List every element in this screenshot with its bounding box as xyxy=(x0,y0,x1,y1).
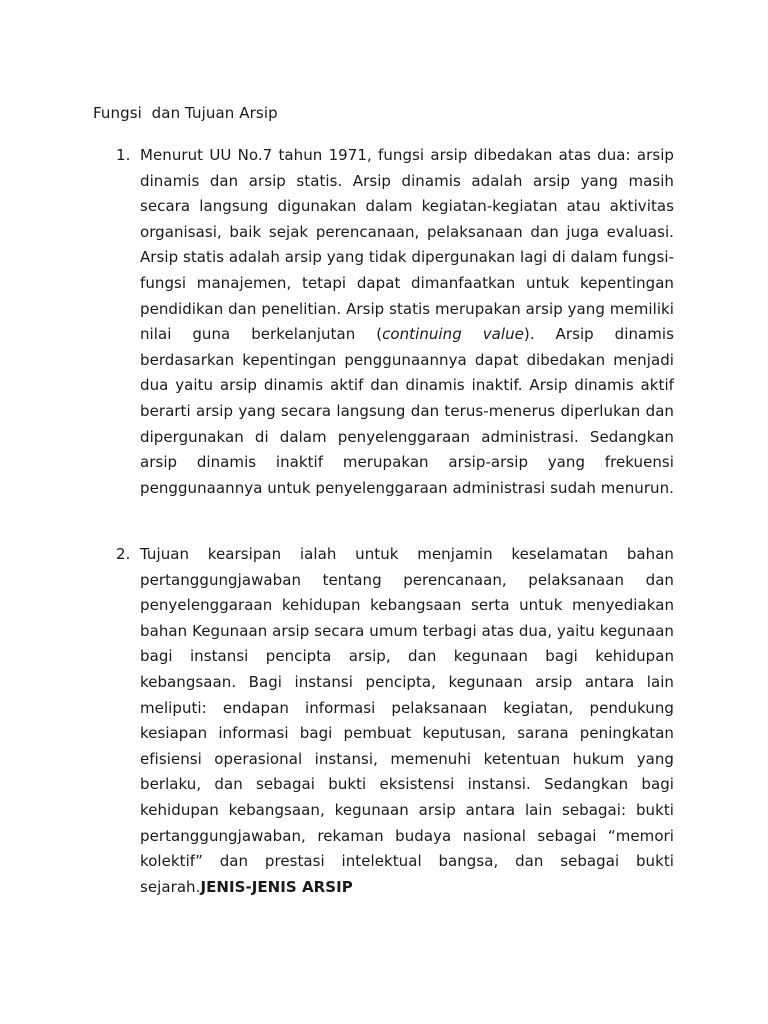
list-item-number: 2. xyxy=(116,545,131,563)
italic-term: continuing value xyxy=(382,325,524,344)
document-title: Fungsi dan Tujuan Arsip xyxy=(93,104,278,122)
paragraph-text: Tujuan kearsipan ialah untuk menjamin keselamatan bahan pertanggungjawaban tentang perencanaan, pelaksanaan dan penyelenggaraan kehidupan kebangsaan serta untuk menyediakan bahan Kegunaan arsip secara umum terbagi atas dua, yaitu kegunaan bagi instansi pencipta arsip, dan kegunaan bagi kehidupan kebangsaan. Bagi instansi pencipta, kegunaan arsip antara lain meliputi: endapan informasi pelaksanaan kegiatan, pendukung kesiapan informasi bagi pembuat keputusan, sarana peningkatan efisiensi operasional instansi, memenuhi ketentuan hukum yang berlaku, dan sebagai bukti eksistensi instansi. Sedangkan bagi kehidupan kebangsaan, kegunaan arsip antara lain sebagai: bukti pertanggungjawaban, rekaman budaya nasional sebagai “memori kolektif” dan prestasi intelektual bangsa, dan sebagai bukti sejarah. xyxy=(140,545,674,896)
section-heading-inline: JENIS-JENIS ARSIP xyxy=(200,877,353,896)
paragraph-text: Menurut UU No.7 tahun 1971, fungsi arsip dibedakan atas dua: arsip dinamis dan arsip statis. Arsip dinamis adalah arsip yang masih secara langsung digunakan dalam kegiatan-kegiatan atau aktivitas organisasi, baik sejak perencanaan, pelaksanaan dan juga evaluasi. Arsip statis adalah arsip yang tidak dipergunakan lagi di dalam fungsi-fungsi manajemen, tetapi dapat dimanfaatkan untuk kepentingan pendidikan dan penelitian. Arsip statis merupakan arsip yang memiliki nilai guna berkelanjutan ( xyxy=(140,146,674,344)
list-item-paragraph xyxy=(140,143,674,501)
list-item-number: 1. xyxy=(116,146,131,164)
list-item xyxy=(116,143,674,501)
paragraph-text: ). Arsip dinamis berdasarkan kepentingan penggunaannya dapat dibedakan menjadi dua yaitu arsip dinamis aktif dan dinamis inaktif. Arsip dinamis aktif berarti arsip yang secara langsung dan terus-menerus diperlukan dan dipergunakan di dalam penyelenggaraan administrasi. Sedangkan arsip dinamis inaktif merupakan arsip-arsip yang frekuensi penggunaannya untuk penyelenggaraan administrasi sudah menurun. xyxy=(140,325,674,497)
list-item xyxy=(116,542,674,900)
list-item-paragraph xyxy=(140,542,674,900)
